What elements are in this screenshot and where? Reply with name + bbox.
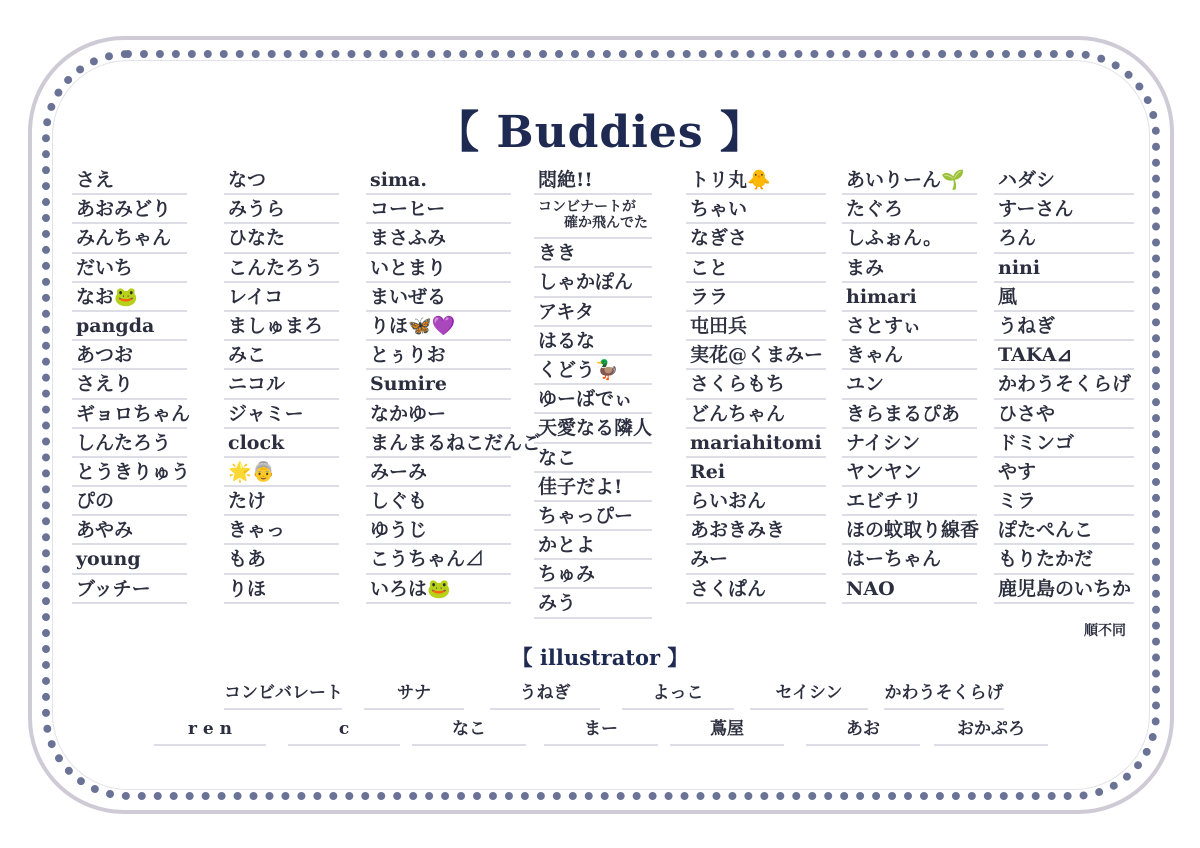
buddy-name: ちゅみ [534,560,652,589]
illustrator-name: コンビバレート [224,680,342,710]
buddy-name: clock [224,429,339,458]
buddy-name: ゆーばでぃ [534,385,652,414]
buddy-name: 実花@くまみー [686,341,826,370]
buddy-name: さくぱん [686,575,826,604]
buddy-name: こうちゃん⊿ [366,545,511,574]
buddy-name: とぅりお [366,341,511,370]
buddy-name: しゃかぽん [534,268,652,297]
buddy-name: ましゅまろ [224,312,339,341]
buddy-name: すーさん [994,195,1134,224]
buddy-name: なかゆー [366,400,511,429]
buddy-name: いろは🐸 [366,575,511,604]
buddy-name: りほ [224,575,339,604]
illustrator-name: おかぷろ [934,716,1048,746]
buddy-name: きき [534,239,652,268]
buddy-name: あおみどり [72,195,187,224]
illustrator-name: うねぎ [490,680,600,710]
buddy-name: ちゃい [686,195,826,224]
illustrator-name: まー [544,716,658,746]
buddy-name: ニコル [224,370,339,399]
buddy-name: なつ [224,166,339,195]
buddy-name: らいおん [686,487,826,516]
buddy-name: Sumire [366,370,511,399]
buddies-column [994,166,1134,604]
buddies-column [72,166,191,604]
buddy-name: きゃん [842,341,977,370]
buddy-name: mariahitomi [686,429,826,458]
buddy-name: みー [686,545,826,574]
illustrator-name: かわうそくらげ [884,680,1004,710]
buddy-name: まんまるねこだんご [366,429,511,458]
buddy-name: みんちゃん [72,224,187,253]
buddy-name: しふぉん。 [842,224,977,253]
buddy-name: はるな [534,327,652,356]
buddy-name: レイコ [224,283,339,312]
buddy-name: もあ [224,545,339,574]
illustrator-name: あお [806,716,920,746]
buddy-name: きらまるぴあ [842,400,977,429]
buddy-name: ひなた [224,224,339,253]
buddy-name: ユン [842,370,977,399]
buddy-name: みうら [224,195,339,224]
buddy-name: 屯田兵 [686,312,826,341]
buddy-name: エビチリ [842,487,977,516]
buddy-name: うねぎ [994,312,1134,341]
buddy-name: ほの蚊取り線香 [842,516,977,545]
buddy-name: なお🐸 [72,283,187,312]
buddy-name: ナイシン [842,429,977,458]
buddies-column [842,166,980,604]
illustrator-name: c [288,716,400,746]
buddy-name: こんたろう [224,254,339,283]
buddy-name: ブッチー [72,575,187,604]
buddy-name: みう [534,589,652,618]
buddy-name: しぐも [366,487,511,516]
buddy-name: Rei [686,458,826,487]
buddy-name: トリ丸🐥 [686,166,826,195]
buddy-name: たぐろ [842,195,977,224]
buddy-name: 悶絶!! [534,166,652,195]
page-title: 【 Buddies 】 [435,107,765,158]
buddy-name: コンビナートが 確か飛んでた [534,195,652,239]
buddy-name: とうきりゅう [72,458,187,487]
buddy-name: いとまり [366,254,511,283]
buddy-name: あつお [72,341,187,370]
buddy-name: かわうそくらげ [994,370,1134,399]
buddy-name: 天愛なる隣人 [534,414,652,443]
buddy-name: なぎさ [686,224,826,253]
buddy-name: きゃっ [224,516,339,545]
buddy-name: ちゃっぴー [534,502,652,531]
buddy-name: くどう🦆 [534,356,652,385]
buddy-name: さえ [72,166,187,195]
buddy-name: はーちゃん [842,545,977,574]
buddy-name: もりたかだ [994,545,1134,574]
buddy-name: みーみ [366,458,511,487]
illustrator-name: よっこ [622,680,734,710]
buddy-name: nini [994,254,1134,283]
order-note: 順不同 [1084,623,1126,639]
buddy-name: みこ [224,341,339,370]
buddy-name: たけ [224,487,339,516]
buddy-name: なこ [534,444,652,473]
buddy-name: ミラ [994,487,1134,516]
buddy-name: りほ🦋💜 [366,312,511,341]
buddy-name: まみ [842,254,977,283]
buddies-column [366,166,542,604]
buddy-name: あおきみき [686,516,826,545]
buddy-name: ろん [994,224,1134,253]
buddy-name: さとすぃ [842,312,977,341]
buddy-name: 佳子だよ! [534,473,652,502]
buddy-name: あやみ [72,516,187,545]
buddy-name: 鹿児島のいちか [994,575,1134,604]
buddy-name: ジャミー [224,400,339,429]
buddy-name: どんちゃん [686,400,826,429]
buddy-name: ゆうじ [366,516,511,545]
buddy-name: あいりーん🌱 [842,166,977,195]
buddy-name: さくらもち [686,370,826,399]
buddy-name: だいち [72,254,187,283]
buddy-name: ドミンゴ [994,429,1134,458]
buddy-name: ララ [686,283,826,312]
illustrator-name: セイシン [750,680,868,710]
buddy-name: まさふみ [366,224,511,253]
buddy-name: まいぜる [366,283,511,312]
buddy-name: pangda [72,312,187,341]
buddy-name: ぴの [72,487,187,516]
buddy-name: 風 [994,283,1134,312]
buddy-name: young [72,545,187,574]
buddies-column [534,166,652,619]
buddy-name: アキタ [534,298,652,327]
illustrator-name: サナ [364,680,464,710]
illustrator-name: なこ [412,716,526,746]
illustrator-name: 蔦屋 [670,716,784,746]
buddy-name: コーヒー [366,195,511,224]
illustrator-name: r e n [154,716,266,746]
buddies-column [224,166,339,604]
buddy-name: さえり [72,370,187,399]
illustrator-title: 【 illustrator 】 [511,645,689,670]
buddy-name: sima. [366,166,511,195]
buddy-name: やす [994,458,1134,487]
buddy-name: ギョロちゃん [72,400,187,429]
buddy-name: しんたろう [72,429,187,458]
buddy-name: ひさや [994,400,1134,429]
buddy-name: ハダシ [994,166,1134,195]
buddy-name: 🌟👵 [224,458,339,487]
buddy-name: ぽたぺんこ [994,516,1134,545]
buddies-column [686,166,826,604]
buddy-name: かとよ [534,531,652,560]
buddy-name: NAO [842,575,977,604]
buddy-name: TAKA⊿ [994,341,1134,370]
buddy-name: こと [686,254,826,283]
buddy-name: ヤンヤン [842,458,977,487]
buddy-name: himari [842,283,977,312]
